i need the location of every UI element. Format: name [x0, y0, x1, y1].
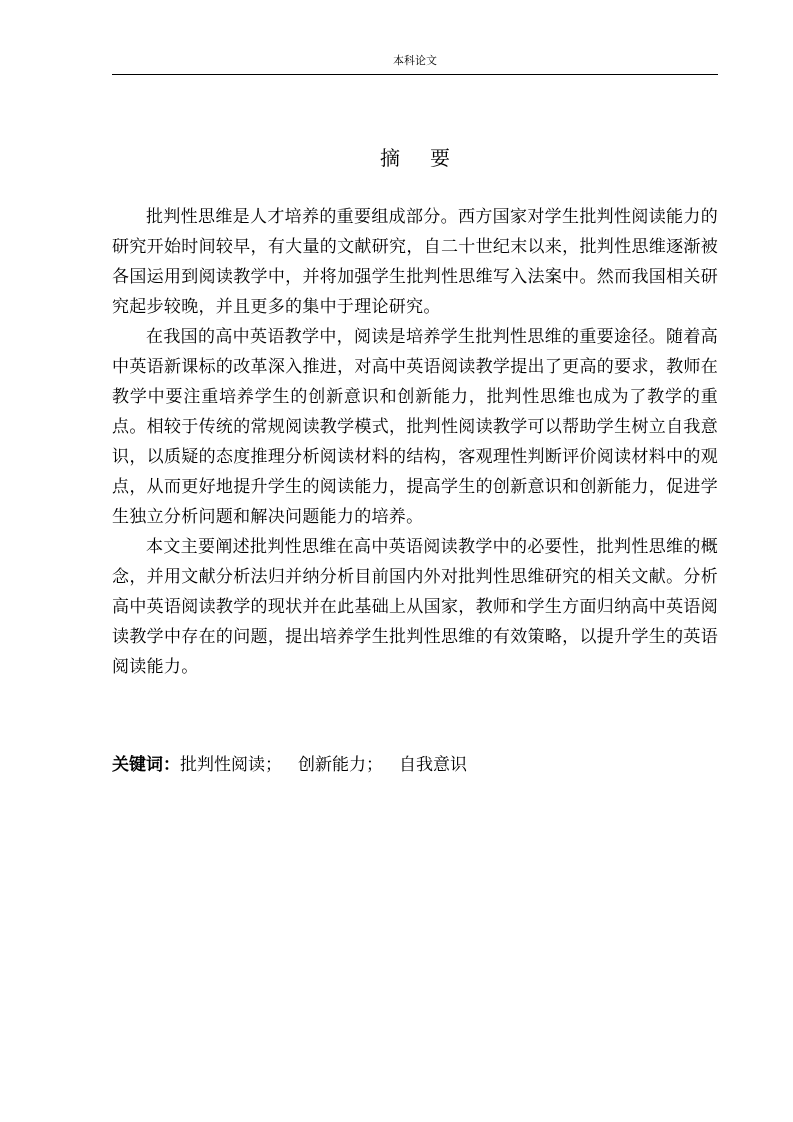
abstract-paragraph: 批判性思维是人才培养的重要组成部分。西方国家对学生批判性阅读能力的研究开始时间较早，有大量的文献研究，自二十世纪末以来，批判性思维逐渐被各国运用到阅读教学中，并将加强学生批判性思维写入法案中。然而我国相关研究起步较晚，并且更多的集中于理论研究。 — [112, 207, 718, 317]
abstract-body — [112, 202, 718, 682]
abstract-paragraph: 本文主要阐述批判性思维在高中英语阅读教学中的必要性，批判性思维的概念，并用文献分析法归并纳分析目前国内外对批判性思维研究的相关文献。分析高中英语阅读教学的现状并在此基础上从国家，教师和学生方面归纳高中英语阅读教学中存在的问题，提出培养学生批判性思维的有效策略，以提升学生的英语阅读能力。 — [112, 537, 718, 677]
keywords-line — [112, 750, 718, 780]
abstract-title: 摘要 — [380, 146, 480, 170]
keyword-item: 自我意识 — [399, 755, 467, 775]
abstract-paragraph: 在我国的高中英语教学中，阅读是培养学生批判性思维的重要途径。随着高中英语新课标的改革深入推进，对高中英语阅读教学提出了更高的要求，教师在教学中要注重培养学生的创新意识和创新能力，批判性思维也成为了教学的重点。相较于传统的常规阅读教学模式，批判性阅读教学可以帮助学生树立自我意识，以质疑的态度推理分析阅读材料的结构，客观理性判断评价阅读材料中的观点，从而更好地提升学生的阅读能力，提高学生的创新意识和创新能力，促进学生独立分析问题和解决问题能力的培养。 — [112, 327, 718, 527]
header-text: 本科论文 — [393, 54, 437, 67]
keyword-item: 批判性阅读； — [180, 755, 282, 775]
page-header — [112, 52, 718, 75]
keyword-item: 创新能力； — [298, 755, 383, 775]
keywords-label: 关键词： — [112, 755, 180, 775]
